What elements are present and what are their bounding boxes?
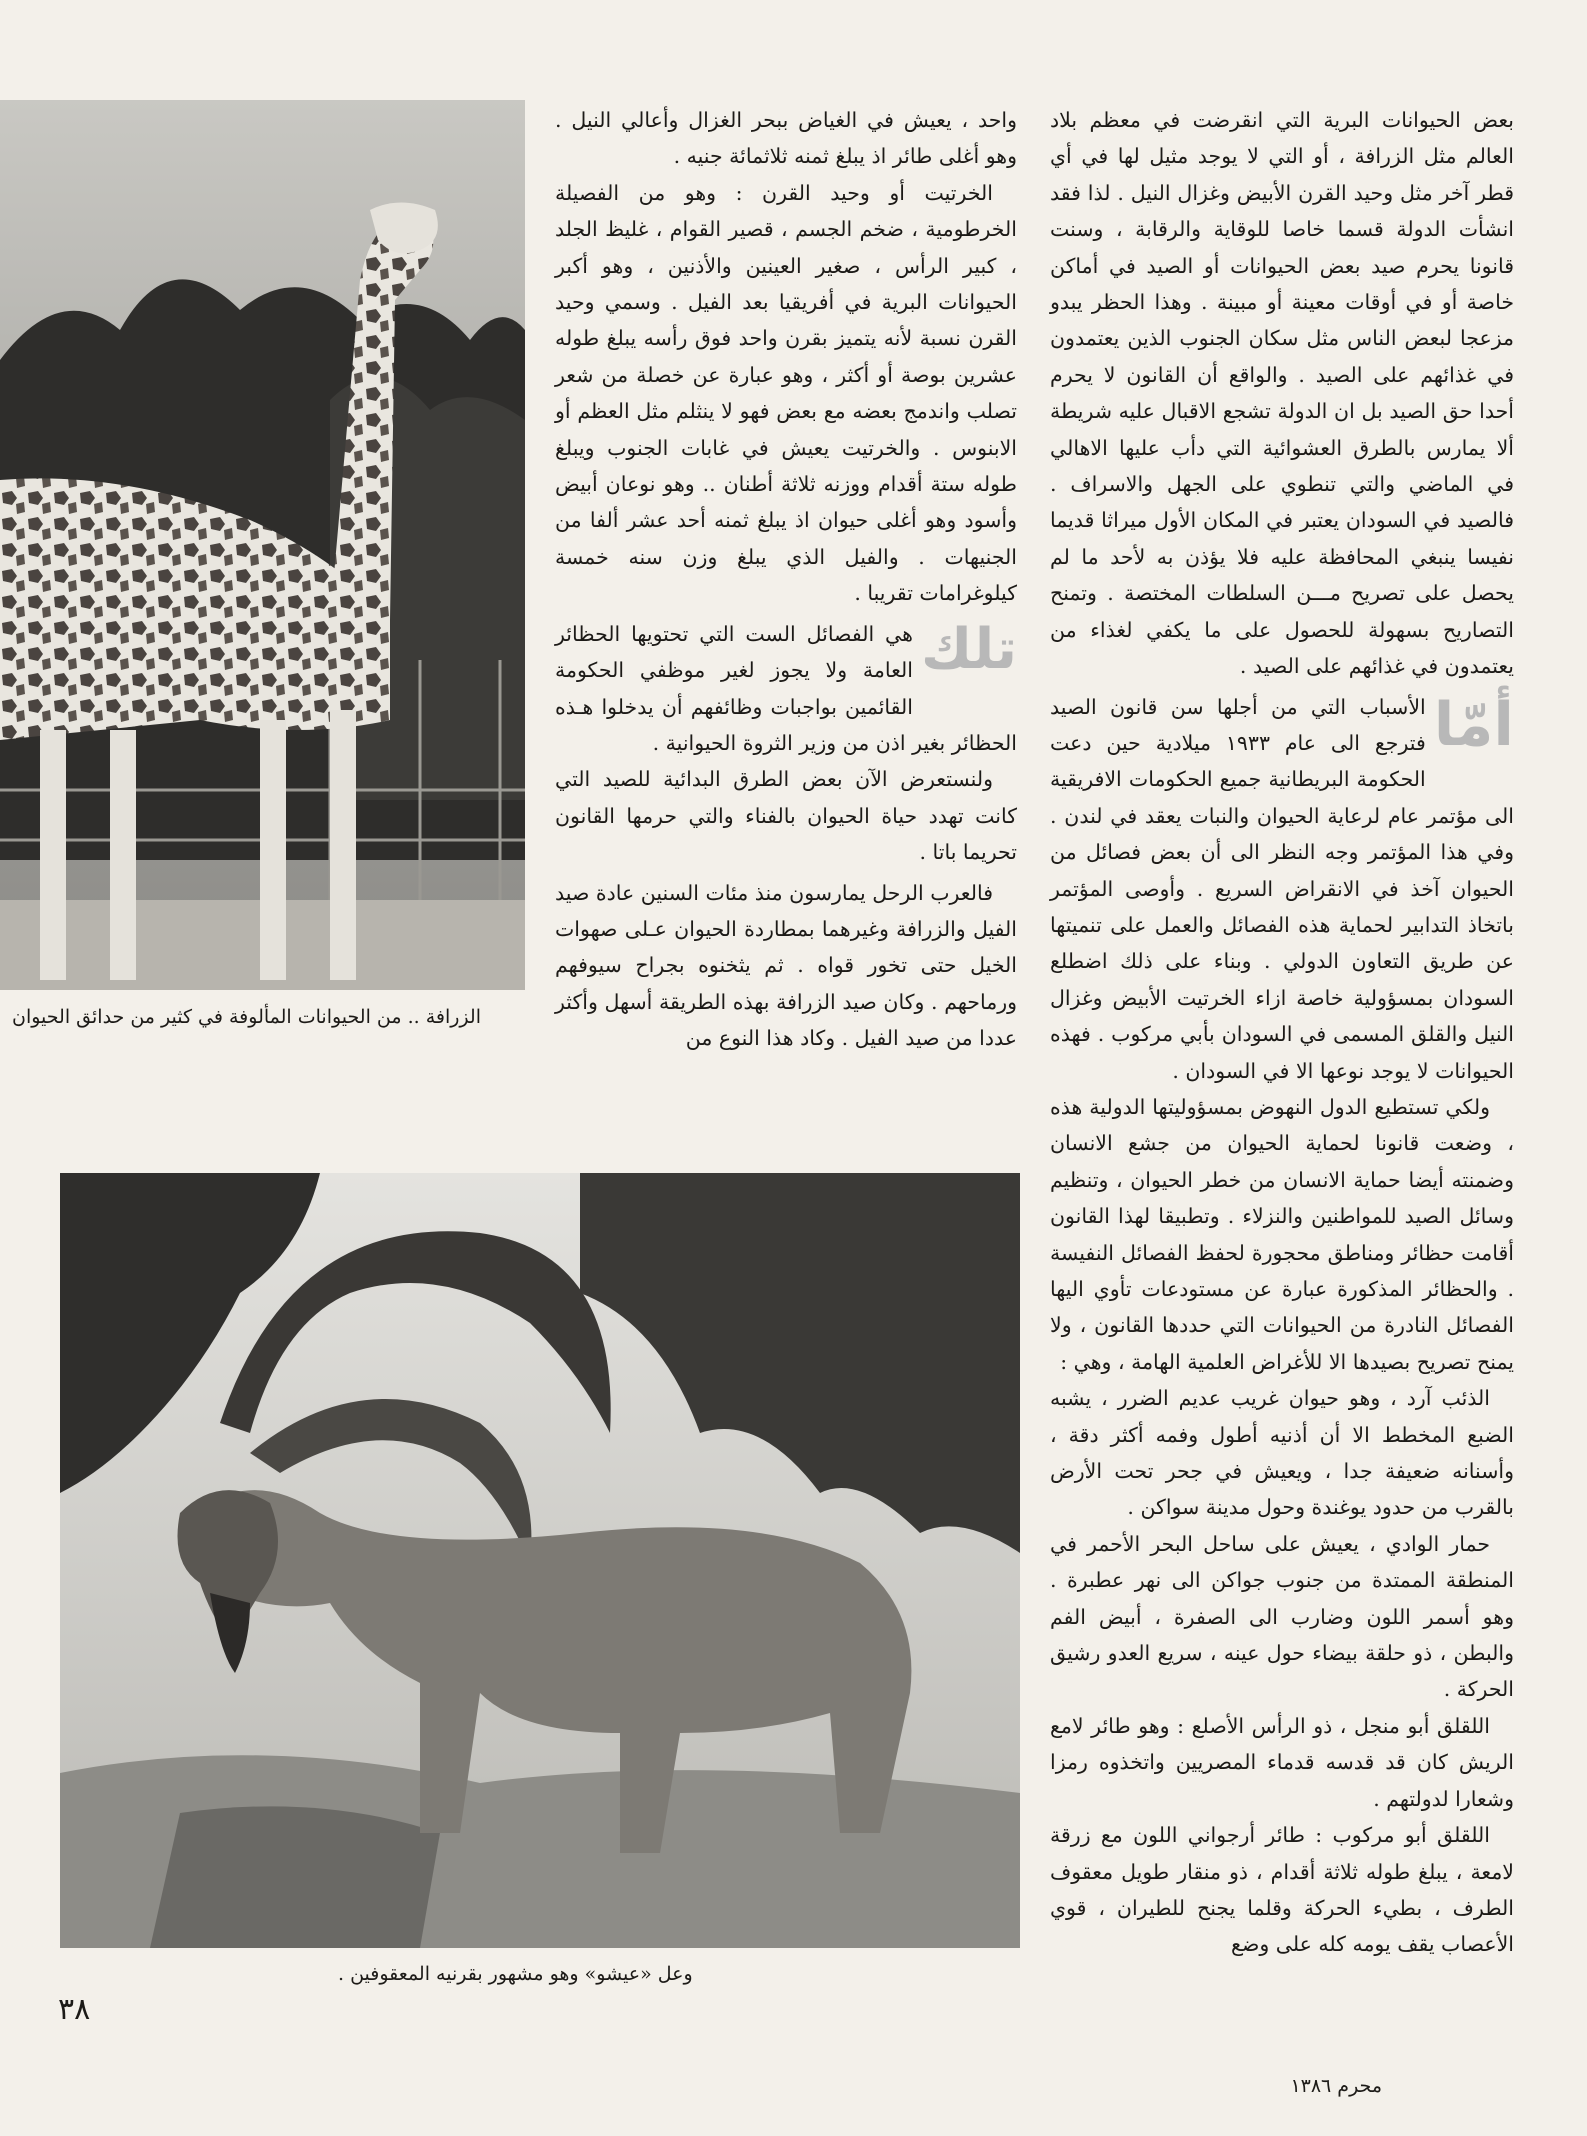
paragraph-text: هي الفصائل الست التي تحتويها الحظائر العامة ولا يجوز لغير موظفي الحكومة القائمين بواجبات وظائفهم أن يدخلوا هـذه الحظائر بغير اذن من وزير الثروة الحيوانية .	[555, 621, 1017, 755]
paragraph: واحد ، يعيش في الغياض ببحر الغزال وأعالي النيل . وهو أغلى طائر اذ يبلغ ثمنه ثلاثمائة جنيه .	[555, 108, 1017, 169]
ibex-caption: وعل «عيشو» وهو مشهور بقرنيه المعقوفين .	[338, 1963, 693, 1985]
giraffe-caption: الزرافة .. من الحيوانات المألوفة في كثير من حدائق الحيوان	[12, 1006, 481, 1028]
ibex-photo	[60, 1173, 1020, 1948]
dropcap-amma: أمّا	[1433, 689, 1514, 760]
giraffe-illustration	[0, 100, 525, 990]
giraffe-photo	[0, 100, 525, 990]
ibex-illustration	[60, 1173, 1020, 1948]
paragraph: اللقلق أبو منجل ، ذو الرأس الأصلع : وهو طائر لامع الريش كان قد قدسه قدماء المصريين واتخذوه رمزا وشعارا لدولتهم .	[1050, 1713, 1514, 1811]
paragraph: بعض الحيوانات البرية التي انقرضت في معظم بلاد العالم مثل الزرافة ، أو التي لا يوجد مثيل لها في أي قطر آخر مثل وحيد القرن الأبيض وغزال النيل . لذا فقد انشأت الدولة قسما خاصا للوقاية والرقابة ، وسنت قانونا يحرم صيد بعض الحيوانات أو الصيد في أماكن خاصة أو في أوقات معينة أو مبينة . وهذا الحظر يبدو مزعجا لبعض الناس مثل سكان الجنوب الذين يعتمدون في غذائهم على الصيد . والواقع أن القانون لا يحرم أحدا حق الصيد بل ان الدولة تشجع الاقبال عليه شريطة ألا يمارس بالطرق العشوائية التي دأب عليها الاهالي في الماضي والتي تنطوي على الجهل والاسراف . فالصيد في السودان يعتبر في المكان الأول ميراثا قديما نفيسا ينبغي المحافظة عليه فلا يؤذن به لأحد ما لم يحصل على تصريح مـــن السلطات المختصة . وتمنح التصاريح بسهولة للحصول على ما يكفي لغذاء من يعتمدون في غذائهم على الصيد .	[1050, 108, 1514, 679]
issue-date: محرم ١٣٨٦	[1290, 2075, 1382, 2097]
paragraph: فالعرب الرحل يمارسون منذ مئات السنين عادة صيد الفيل والزرافة وغيرهما بمطاردة الحيوان عـلى صهوات الخيل حتى تخور قواه . ثم يثخنوه بجراح سيوفهم ورماحهم . وكان صيد الزرافة بهذه الطريقة أسهل وأكثر عددا من صيد الفيل . وكاد هذا النوع من	[555, 880, 1017, 1051]
paragraph-text: الأسباب التي من أجلها سن قانون الصيد فترجع الى عام ١٩٣٣ ميلادية حين دعت الحكومة البريطانية جميع الحكومات الافريقية الى مؤتمر عام لرعاية الحيوان والنبات يعقد في لندن . وفي هذا المؤتمر وجه النظر الى أن بعض فصائل من الحيوان آخذ في الانقراض السريع . وأوصى المؤتمر باتخاذ التدابير لحماية هذه الفصائل والعمل على تنميتها عن طريق التعاون الدولي . وبناء على ذلك اضطلع السودان بمسؤولية خاصة ازاء الخرتيت الأبيض وغزال النيل والقلق المسمى في السودان بأبي مركوب . فهذه الحيوانات لا يوجد نوعها الا في السودان .	[1050, 694, 1514, 1083]
paragraph: حمار الوادي ، يعيش على ساحل البحر الأحمر في المنطقة الممتدة من جنوب جواكن الى نهر عطبرة . وهو أسمر اللون وضارب الى الصفرة ، أبيض الفم والبطن ، ذو حلقة بيضاء حول عينه ، سريع العدو رشيق الحركة .	[1050, 1531, 1514, 1702]
paragraph: اللقلق أبو مركوب : طائر أرجواني اللون مع زرقة لامعة ، يبلغ طوله ثلاثة أقدام ، ذو منقار طويل معقوف الطرف ، بطيء الحركة وقلما يجنح للطيران ، قوي الأعصاب يقف يومه كله على وضع	[1050, 1823, 1514, 1957]
dropcap-tilka: تلك	[920, 616, 1017, 682]
page-number: ٣٨	[58, 1992, 91, 2027]
article-column-right	[1050, 102, 1514, 1963]
paragraph: ولكي تستطيع الدول النهوض بمسؤوليتها الدولية هذه ، وضعت قانونا لحماية الحيوان من جشع الانسان وضمنته أيضا حماية الانسان من خطر الحيوان ، وتنظيم وسائل الصيد للمواطنين والنزلاء . وتطبيقا لهذا القانون أقامت حظائر ومناطق محجورة لحفظ الفصائل النفيسة . والحظائر المذكورة عبارة عن مستودعات تأوي اليها الفصائل النادرة من الحيوانات التي حددها القانون ، ولا يمنح تصريح بصيدها الا للأغراض العلمية الهامة ، وهي :	[1050, 1094, 1514, 1374]
paragraph: ولنستعرض الآن بعض الطرق البدائية للصيد التي كانت تهدد حياة الحيوان بالفناء والتي حرمها القانون تحريما باتا .	[555, 767, 1017, 865]
paragraph-amma	[1050, 689, 1514, 1089]
paragraph: الذئب آرد ، وهو حيوان غريب عديم الضرر ، يشبه الضبع المخطط الا أن أذنيه أطول وفمه أكثر دقة ، وأسنانه ضعيفة جدا ، ويعيش في جحر تحت الأرض بالقرب من حدود يوغندة وحول مدينة سواكن .	[1050, 1386, 1514, 1520]
paragraph-tilka	[555, 616, 1017, 762]
paragraph: الخرتيت أو وحيد القرن : وهو من الفصيلة الخرطومية ، ضخم الجسم ، قصير القوام ، غليظ الجلد ، كبير الرأس ، صغير العينين والأذنين ، وهو أكبر الحيوانات البرية في أفريقيا بعد الفيل . وسمي وحيد القرن نسبة لأنه يتميز بقرن واحد فوق رأسه يبلغ طوله عشرين بوصة أو أكثر ، وهو عبارة عن خصلة من شعر تصلب واندمج بعضه مع بعض فهو لا ينثلم مثل العظم أو الابنوس . والخرتيت يعيش في غابات الجنوب ويبلغ طوله ستة أقدام ووزنه ثلاثة أطنان .. وهو نوعان أبيض وأسود وهو أغلى حيوان اذ يبلغ ثمنه أحد عشر ألفا من الجنيهات . والفيل الذي يبلغ وزن سنه خمسة كيلوغرامات تقريبا .	[555, 180, 1017, 606]
article-column-middle	[555, 102, 1017, 1057]
